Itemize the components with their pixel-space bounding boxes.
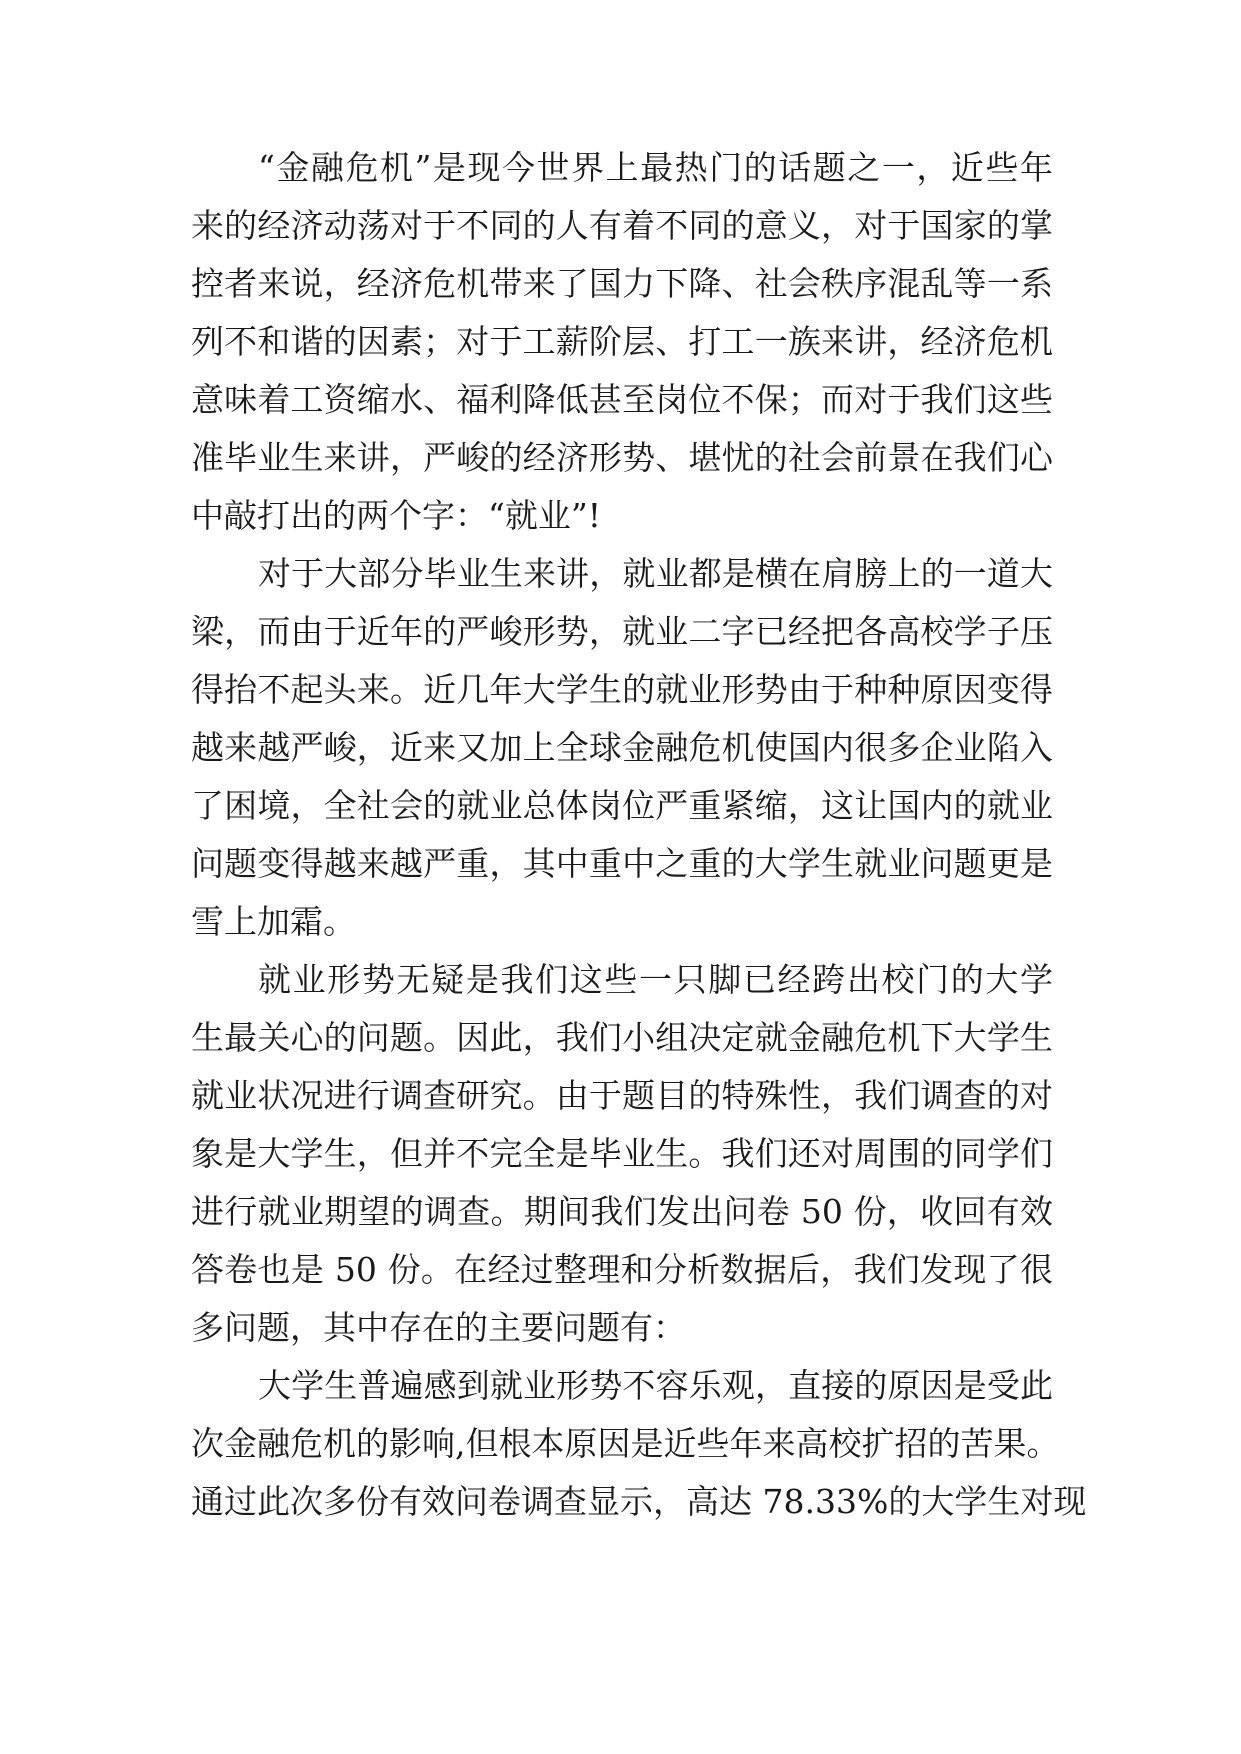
paragraph-4-line-1: 大学生普遍感到就业形势不容乐观，直接的原因是受此 (258, 1366, 1053, 1405)
paragraph-3-line-7: 多问题，其中存在的主要问题有： (191, 1308, 686, 1347)
paragraph-1-line-3: 控者来说，经济危机带来了国力下降、社会秩序混乱等一系 (191, 264, 1053, 303)
paragraph-3-line-2: 生最关心的问题。因此，我们小组决定就金融危机下大学生 (191, 1018, 1053, 1057)
paragraph-2-line-5: 了困境，全社会的就业总体岗位严重紧缩，这让国内的就业 (191, 786, 1053, 825)
paragraph-2-line-3: 得抬不起头来。近几年大学生的就业形势由于种种原因变得 (191, 670, 1053, 709)
paragraph-3-line-6: 答卷也是 50 份。在经过整理和分析数据后，我们发现了很 (191, 1250, 1053, 1289)
paragraph-4-line-3: 通过此次多份有效问卷调查显示，高达 78.33%的大学生对现 (191, 1482, 1087, 1521)
paragraph-2-line-6: 问题变得越来越严重，其中重中之重的大学生就业问题更是 (191, 844, 1053, 883)
paragraph-1-line-2: 来的经济动荡对于不同的人有着不同的意义，对于国家的掌 (191, 206, 1053, 245)
paragraph-3-line-4: 象是大学生，但并不完全是毕业生。我们还对周围的同学们 (191, 1134, 1053, 1173)
paragraph-1-line-7: 中敲打出的两个字：“就业”! (191, 496, 602, 535)
paragraph-4-line-2: 次金融危机的影响,但根本原因是近些年来高校扩招的苦果。 (191, 1424, 1060, 1463)
paragraph-2-line-7: 雪上加霜。 (191, 902, 356, 941)
paragraph-1-line-6: 准毕业生来讲，严峻的经济形势、堪忧的社会前景在我们心 (191, 438, 1053, 477)
paragraph-2-line-1: 对于大部分毕业生来讲，就业都是横在肩膀上的一道大 (258, 554, 1053, 593)
paragraph-1-line-1: “金融危机”是现今世界上最热门的话题之一，近些年 (258, 148, 1053, 187)
paragraph-3-line-3: 就业状况进行调查研究。由于题目的特殊性，我们调查的对 (191, 1076, 1053, 1115)
paragraph-1-line-5: 意味着工资缩水、福利降低甚至岗位不保；而对于我们这些 (191, 380, 1053, 419)
paragraph-2-line-4: 越来越严峻，近来又加上全球金融危机使国内很多企业陷入 (191, 728, 1053, 767)
paragraph-3-line-1: 就业形势无疑是我们这些一只脚已经跨出校门的大学 (258, 960, 1053, 999)
paragraph-3-line-5: 进行就业期望的调查。期间我们发出问卷 50 份，收回有效 (191, 1192, 1053, 1231)
paragraph-2-line-2: 梁，而由于近年的严峻形势，就业二字已经把各高校学子压 (191, 612, 1053, 651)
paragraph-1-line-4: 列不和谐的因素；对于工薪阶层、打工一族来讲，经济危机 (191, 322, 1053, 361)
